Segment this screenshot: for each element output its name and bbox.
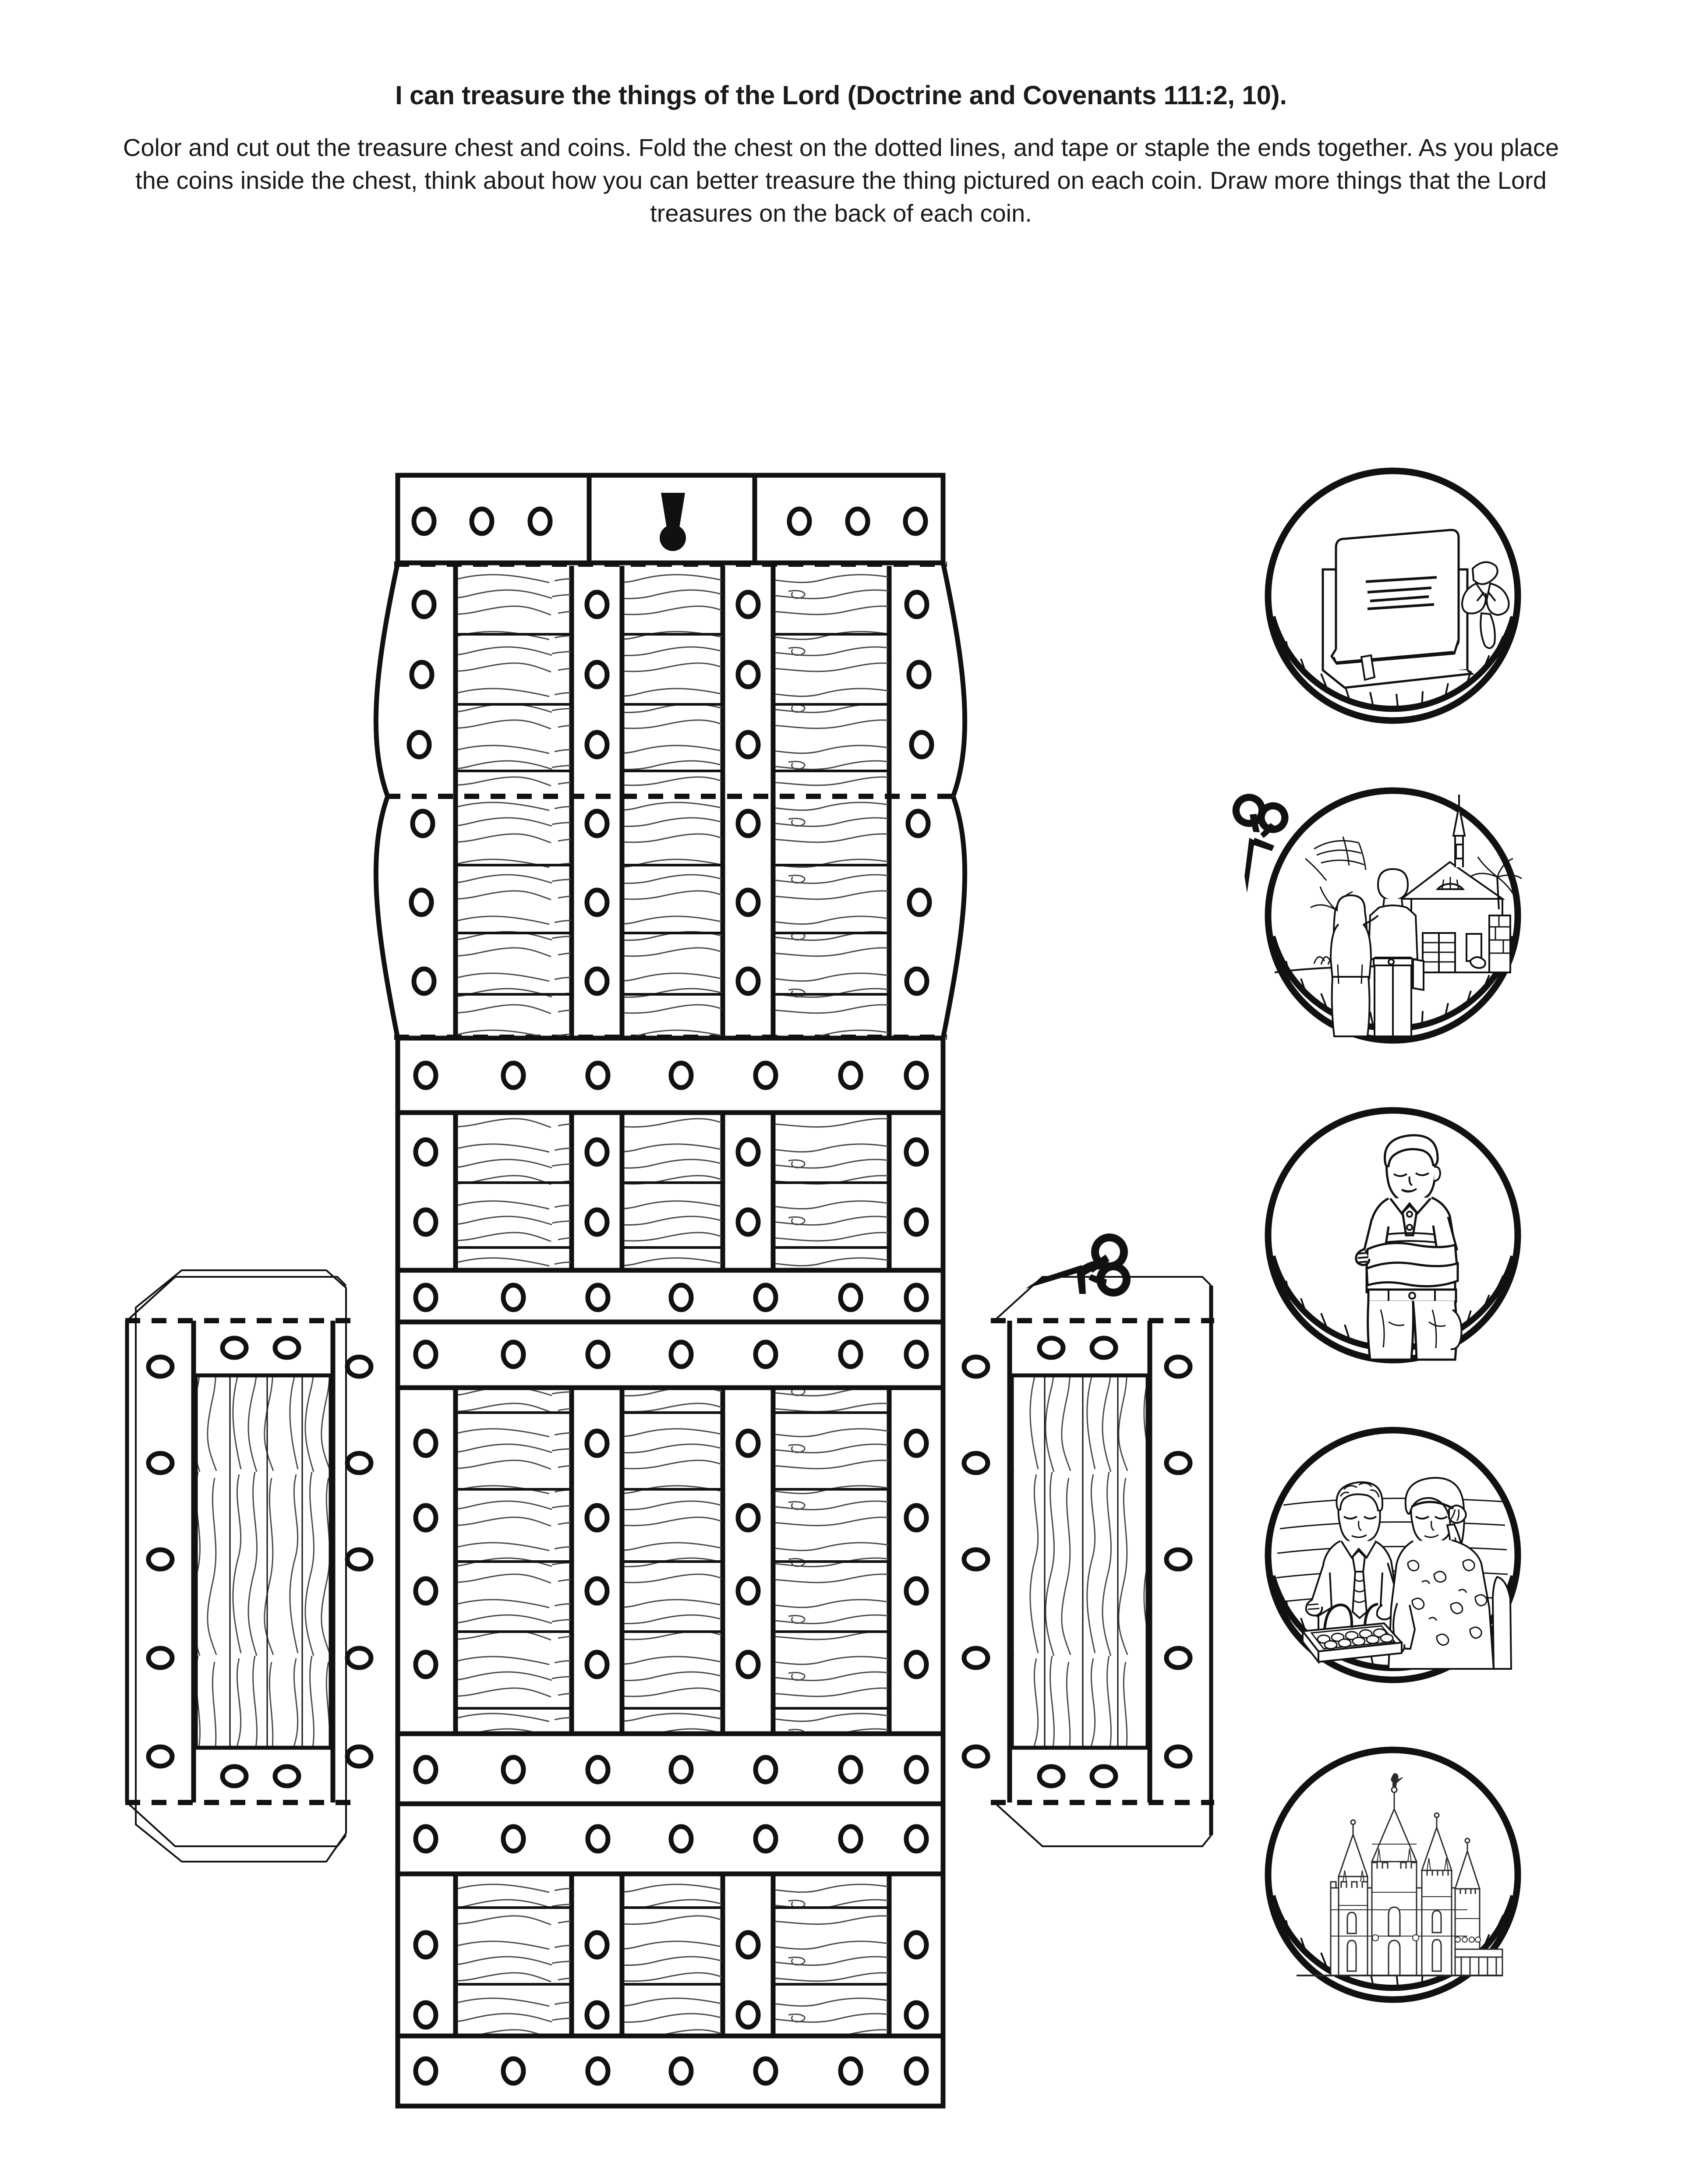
rivet-band-5 xyxy=(398,1804,943,1874)
rivet-band-3 xyxy=(398,1322,943,1388)
rivet-band-bottom xyxy=(398,2036,943,2106)
chest-body xyxy=(398,1388,943,1734)
coin-prayer xyxy=(1257,1104,1529,1375)
chest-bottom xyxy=(398,1874,943,2036)
rivet-band-2 xyxy=(398,1270,943,1322)
scissors-icon-horizontal xyxy=(1025,1237,1127,1294)
page-title: I can treasure the things of the Lord (Doctrine and Covenants 111:2, 10). xyxy=(395,81,1287,110)
coin-column xyxy=(1257,464,1537,2063)
coin-chapel xyxy=(1257,784,1529,1056)
coin-sacrament xyxy=(1257,1424,1529,1695)
side-flap-right xyxy=(964,1277,1214,1846)
rivet-band-1 xyxy=(398,1038,943,1113)
rivet-band-4 xyxy=(398,1734,943,1804)
instructions-text: Color and cut out the treasure chest and coins. Fold the chest on the dotted lines, and tape or staple the ends together. As you place the coins inside the chest, think about how you can better treasure the thing pictured on each coin. Draw more things that the Lord treasures on the back of each coin. xyxy=(123,134,1559,227)
coin-scriptures xyxy=(1257,464,1529,736)
chest-lid xyxy=(376,563,965,1038)
coin-temple xyxy=(1257,1743,1529,2015)
side-flap-left xyxy=(125,1270,371,1862)
lid-wood-panels xyxy=(458,566,888,1037)
chest-front-upper xyxy=(398,1113,943,1270)
lid-tab-row xyxy=(398,475,943,563)
